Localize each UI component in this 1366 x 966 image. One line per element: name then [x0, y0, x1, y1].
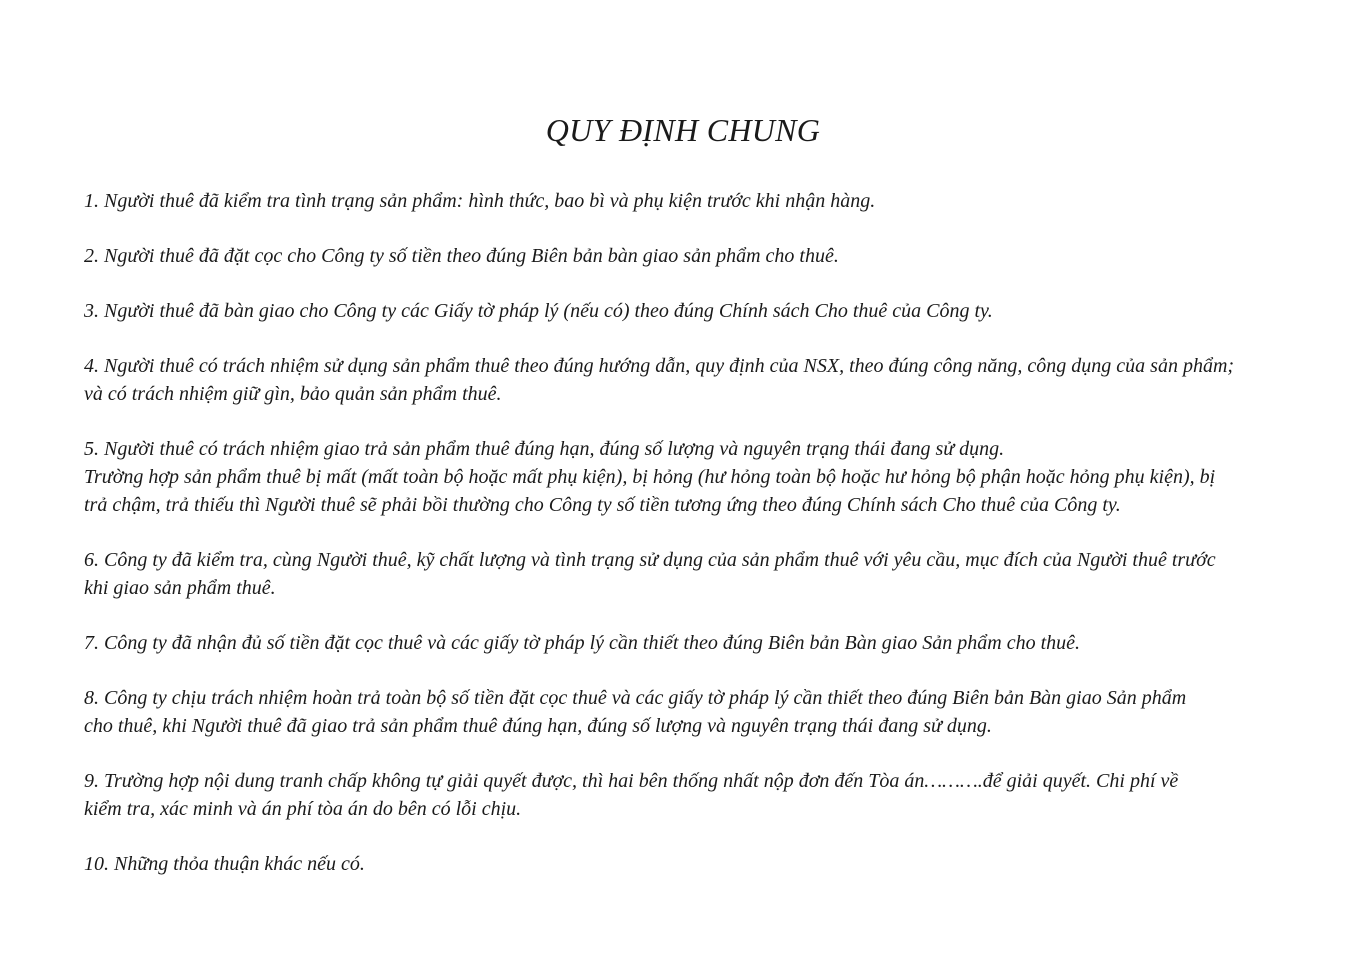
clause-5 [84, 435, 1284, 519]
clause-line: 10. Những thỏa thuận khác nếu có. [84, 853, 365, 875]
clause-3 [84, 297, 1284, 325]
clause-line: cho thuê, khi Người thuê đã giao trả sản phẩm thuê đúng hạn, đúng số lượng và nguyên trạng thái đang sử dụng. [84, 715, 992, 737]
clause-1 [84, 187, 1284, 215]
clause-line: kiểm tra, xác minh và án phí tòa án do bên có lỗi chịu. [84, 798, 522, 820]
clause-8 [84, 684, 1284, 740]
clause-9 [84, 767, 1284, 823]
clause-list [84, 187, 1284, 905]
document-title: QUY ĐỊNH CHUNG [545, 112, 821, 148]
clause-10 [84, 850, 1284, 878]
clause-line: 4. Người thuê có trách nhiệm sử dụng sản phẩm thuê theo đúng hướng dẫn, quy định của NSX, theo đúng công năng, công dụng của sản phẩm; [84, 355, 1235, 377]
clause-line: 5. Người thuê có trách nhiệm giao trả sản phẩm thuê đúng hạn, đúng số lượng và nguyên trạng thái đang sử dụng. [84, 438, 1005, 460]
clause-6 [84, 546, 1284, 602]
clause-line: và có trách nhiệm giữ gìn, bảo quản sản phẩm thuê. [84, 383, 502, 405]
clause-4 [84, 352, 1284, 408]
clause-2 [84, 242, 1284, 270]
clause-7 [84, 629, 1284, 657]
clause-line: Trường hợp sản phẩm thuê bị mất (mất toàn bộ hoặc mất phụ kiện), bị hỏng (hư hỏng toàn bộ hoặc hư hỏng bộ phận hoặc hỏng phụ kiện), bị [84, 466, 1216, 488]
clause-line: 2. Người thuê đã đặt cọc cho Công ty số tiền theo đúng Biên bản bàn giao sản phẩm cho thuê. [84, 245, 839, 267]
clause-line: 3. Người thuê đã bàn giao cho Công ty các Giấy tờ pháp lý (nếu có) theo đúng Chính sách Cho thuê của Công ty. [84, 300, 993, 322]
clause-line: 9. Trường hợp nội dung tranh chấp không tự giải quyết được, thì hai bên thống nhất nộp đơn đến Tòa án……….để giải quyết. Chi phí về [84, 770, 1179, 792]
clause-line: 6. Công ty đã kiểm tra, cùng Người thuê, kỹ chất lượng và tình trạng sử dụng của sản phẩm thuê với yêu cầu, mục đích của Người thuê trước [84, 549, 1216, 571]
clause-line: 7. Công ty đã nhận đủ số tiền đặt cọc thuê và các giấy tờ pháp lý cần thiết theo đúng Biên bản Bàn giao Sản phẩm cho thuê. [84, 632, 1081, 654]
clause-line: 1. Người thuê đã kiểm tra tình trạng sản phẩm: hình thức, bao bì và phụ kiện trước khi nhận hàng. [84, 190, 876, 212]
clause-line: 8. Công ty chịu trách nhiệm hoàn trả toàn bộ số tiền đặt cọc thuê và các giấy tờ pháp lý cần thiết theo đúng Biên bản Bàn giao Sản phẩm [84, 687, 1187, 709]
clause-line: khi giao sản phẩm thuê. [84, 577, 276, 599]
clause-line: trả chậm, trả thiếu thì Người thuê sẽ phải bồi thường cho Công ty số tiền tương ứng theo đúng Chính sách Cho thuê của Công ty. [84, 494, 1121, 516]
